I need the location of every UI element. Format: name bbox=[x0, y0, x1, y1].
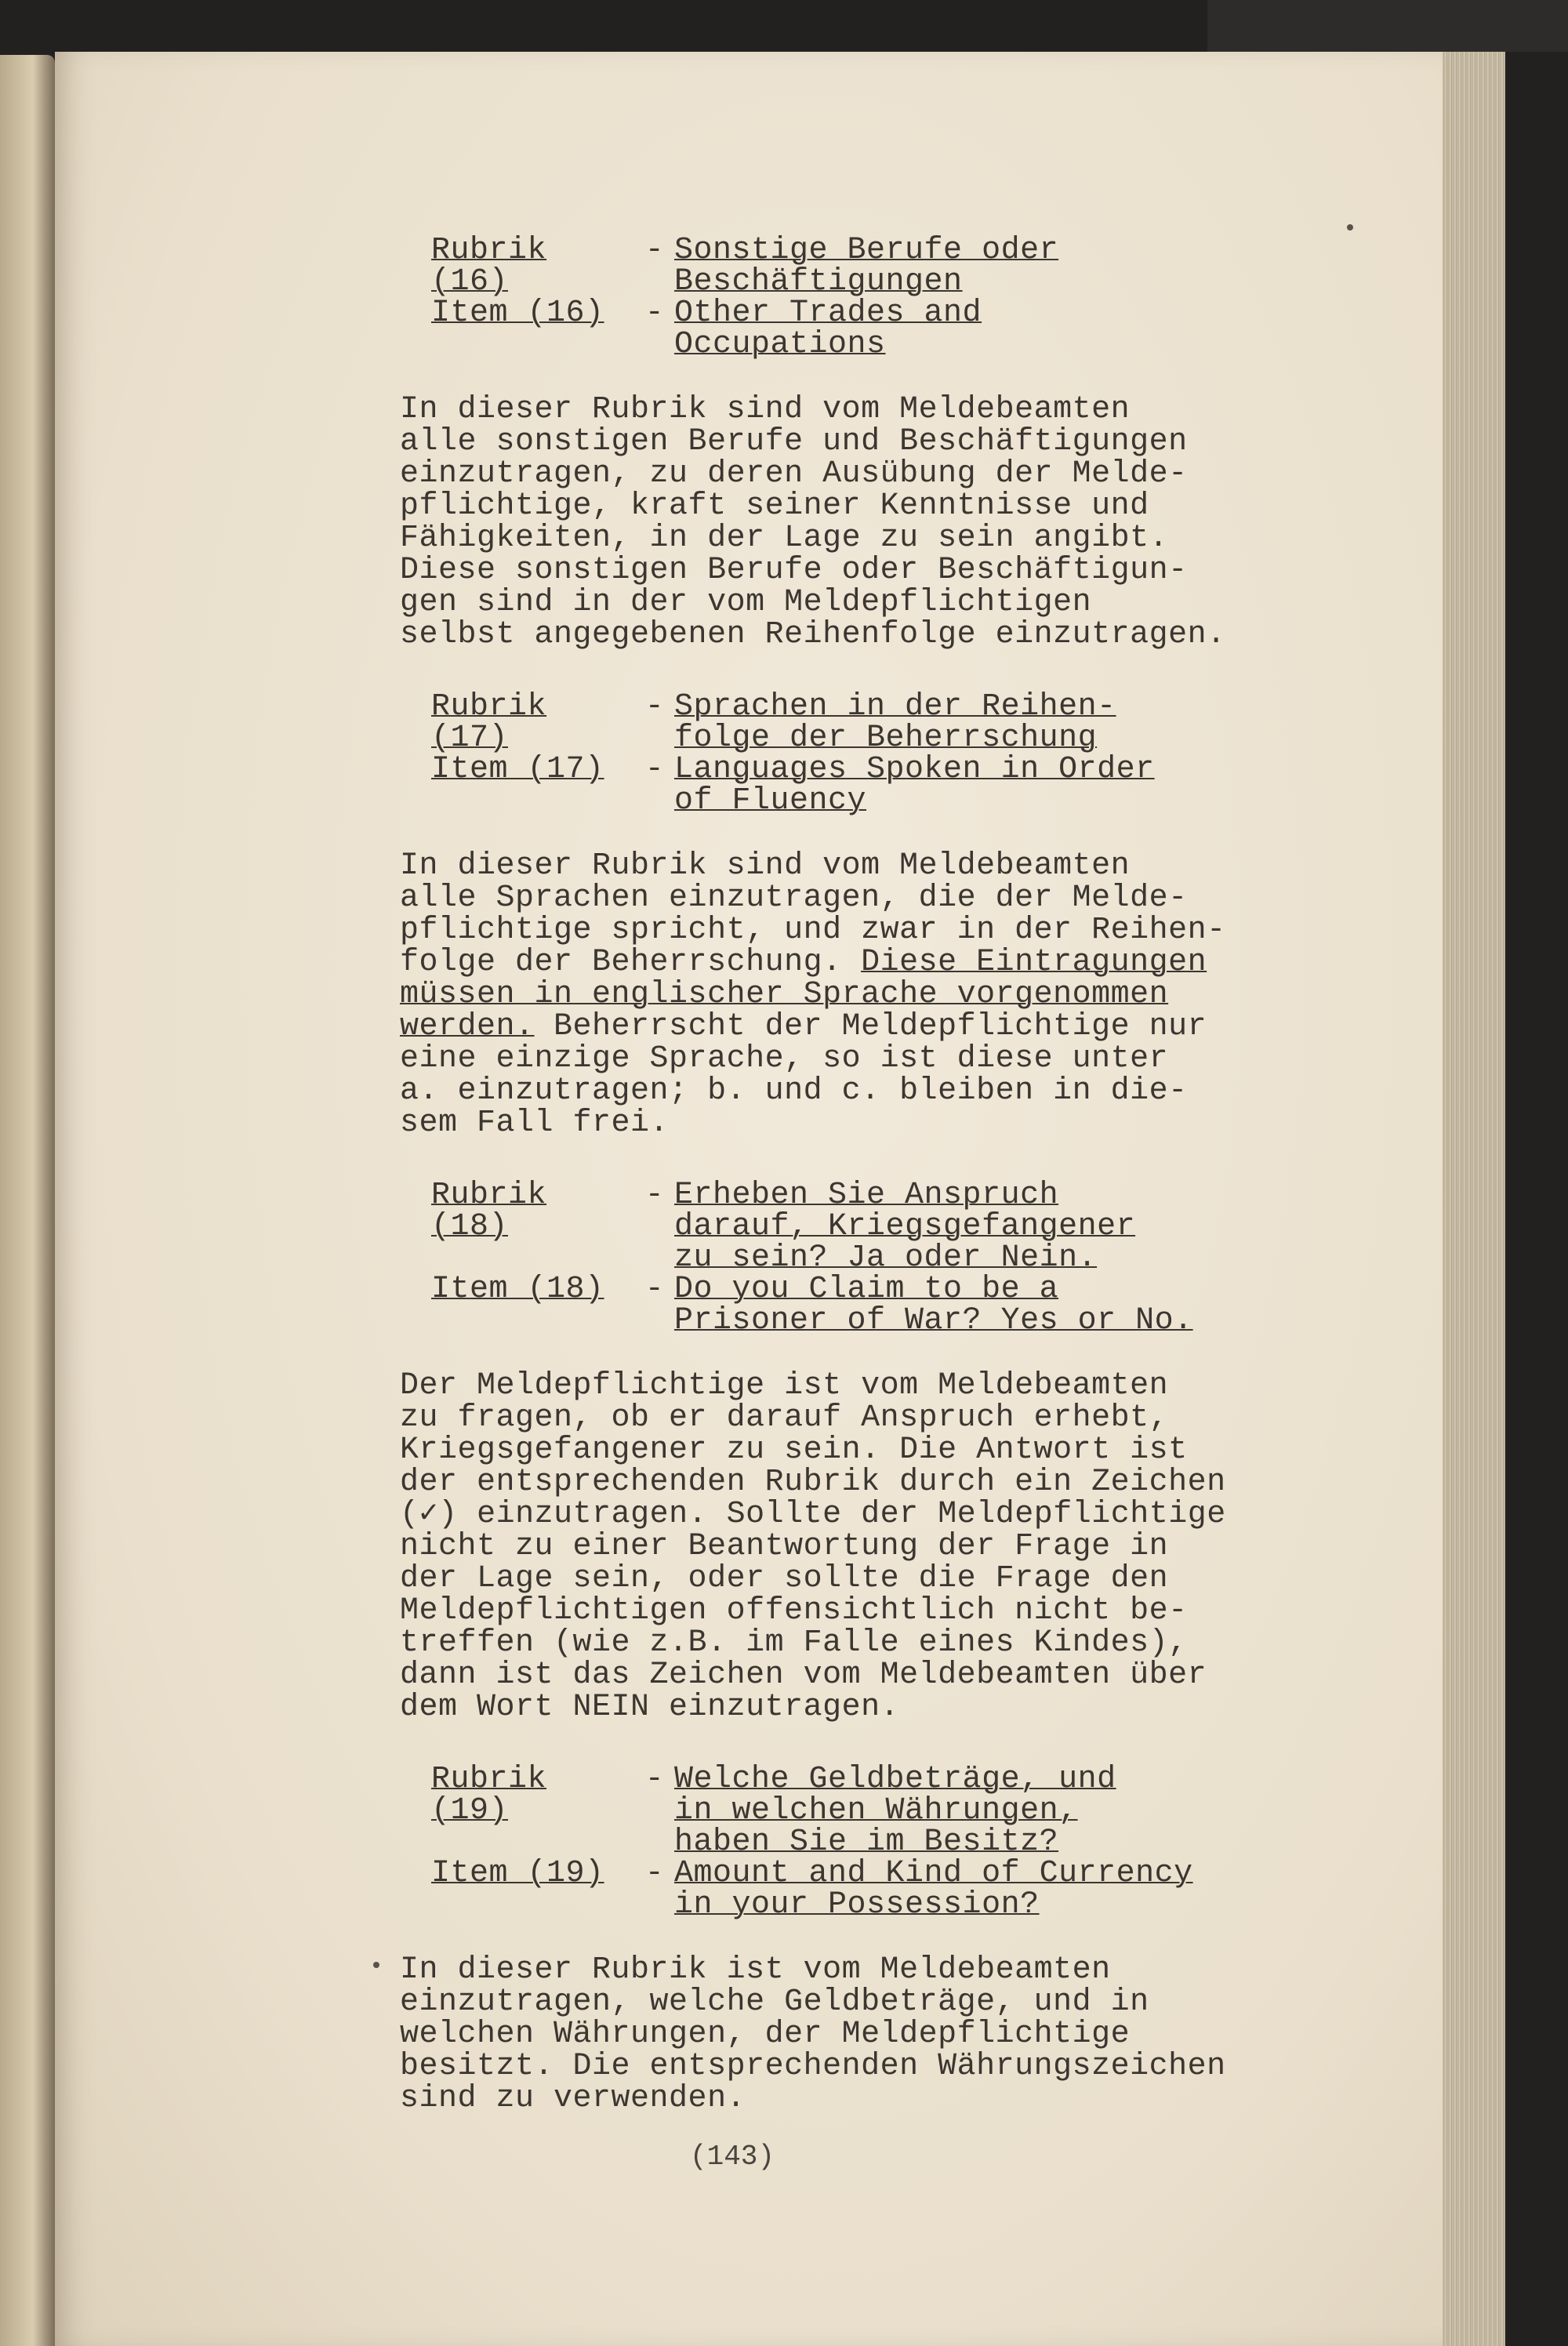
rubrik-label: Rubrik (16) bbox=[431, 233, 547, 300]
rubrik-title: Erheben Sie Anspruch darauf, Kriegsgefangener zu sein? Ja oder Nein. bbox=[674, 1178, 1136, 1276]
heading-dash: - bbox=[644, 296, 665, 331]
heading-dash: - bbox=[644, 233, 665, 268]
section-18-paragraph: Der Meldepflichtige ist vom Meldebeamten zu fragen, ob er darauf Anspruch erhebt, Kriegsgefangener zu sein. Die Antwort ist der entsprechenden Rubrik durch ein Zeichen (✓) einzutragen. Sollte der Meldepflichtige nicht zu einer Beantwortung der Frage in der Lage sein, oder sollte die Frage den Meldepflichtigen offensichtlich nicht be- treffen (wie z.B. im Falle eines Kindes), dann ist das Zeichen vom Meldebeamten über dem Wort NEIN einzutragen. bbox=[400, 1368, 1226, 1725]
heading-dash: - bbox=[644, 1272, 665, 1307]
section-17-paragraph bbox=[400, 850, 1309, 1139]
item-18-heading bbox=[431, 1274, 1309, 1337]
item-16-heading bbox=[431, 298, 1309, 361]
paragraph-text: Beherrscht der Meldepflichtige nur eine einzige Sprache, so ist diese unter a. einzutragen; b. und c. bleiben in die- sem Fall frei. bbox=[400, 1009, 1207, 1141]
stray-dot bbox=[373, 1962, 379, 1968]
rubrik-17-heading bbox=[431, 689, 1309, 756]
page-block-edge bbox=[1443, 52, 1505, 2346]
paragraph-underlined-text: Diese Eintragungen müssen in englischer Sprache vorgenommen werden. bbox=[400, 945, 1207, 1044]
rubrik-label: Rubrik (17) bbox=[431, 689, 547, 756]
heading-dash: - bbox=[644, 752, 665, 787]
heading-dash: - bbox=[644, 1178, 665, 1213]
page-number: (143) bbox=[690, 2141, 775, 2173]
item-label: Item (17) bbox=[431, 752, 604, 787]
item-title: Other Trades and Occupations bbox=[674, 296, 982, 362]
section-17 bbox=[400, 689, 1309, 1141]
paragraph-text: In dieser Rubrik sind vom Meldebeamten alle Sprachen einzutragen, die der Melde- pflichtige spricht, und zwar in der Reihen- folge der Beherrschung. bbox=[400, 848, 1226, 980]
rubrik-title: Sonstige Berufe oder Beschäftigungen bbox=[674, 233, 1059, 300]
section-19-paragraph: In dieser Rubrik ist vom Meldebeamten einzutragen, welche Geldbeträge, und in welchen Währungen, der Meldepflichtige besitzt. Die entsprechenden Währungszeichen sind zu verwenden. bbox=[400, 1952, 1226, 2116]
rubrik-19-heading bbox=[431, 1764, 1309, 1858]
stray-dot bbox=[1347, 224, 1353, 231]
section-18 bbox=[400, 1180, 1309, 1723]
item-17-heading bbox=[431, 754, 1309, 817]
item-title: Languages Spoken in Order of Fluency bbox=[674, 752, 1155, 819]
item-title: Do you Claim to be a Prisoner of War? Yes or No. bbox=[674, 1272, 1193, 1338]
section-16-paragraph: In dieser Rubrik sind vom Meldebeamten alle sonstigen Berufe und Beschäftigungen einzutragen, zu deren Ausübung der Melde- pflichtige, kraft seiner Kenntnisse und Fähigkeiten, in der Lage zu sein angibt. Diese sonstigen Berufe oder Beschäftigun- gen sind in der vom Meldepflichtigen selbst angegebenen Reihenfolge einzutragen. bbox=[400, 392, 1226, 652]
page-content bbox=[400, 235, 1309, 2115]
scan-top-shadow bbox=[1207, 0, 1568, 52]
rubrik-title: Sprachen in der Reihen- folge der Beherrschung bbox=[674, 689, 1116, 756]
rubrik-title: Welche Geldbeträge, und in welchen Währungen, haben Sie im Besitz? bbox=[674, 1762, 1116, 1860]
section-16 bbox=[400, 235, 1309, 651]
section-19 bbox=[400, 1764, 1309, 2115]
item-label: Item (18) bbox=[431, 1272, 604, 1307]
heading-dash: - bbox=[644, 1762, 665, 1797]
item-19-heading bbox=[431, 1858, 1309, 1921]
rubrik-label: Rubrik (18) bbox=[431, 1178, 547, 1244]
rubrik-label: Rubrik (19) bbox=[431, 1762, 547, 1828]
item-title: Amount and Kind of Currency in your Possession? bbox=[674, 1856, 1193, 1923]
rubrik-18-heading bbox=[431, 1180, 1309, 1274]
previous-page-edge bbox=[0, 55, 55, 2346]
rubrik-16-heading bbox=[431, 235, 1309, 298]
heading-dash: - bbox=[644, 689, 665, 724]
heading-dash: - bbox=[644, 1856, 665, 1891]
item-label: Item (16) bbox=[431, 296, 604, 331]
item-label: Item (19) bbox=[431, 1856, 604, 1891]
